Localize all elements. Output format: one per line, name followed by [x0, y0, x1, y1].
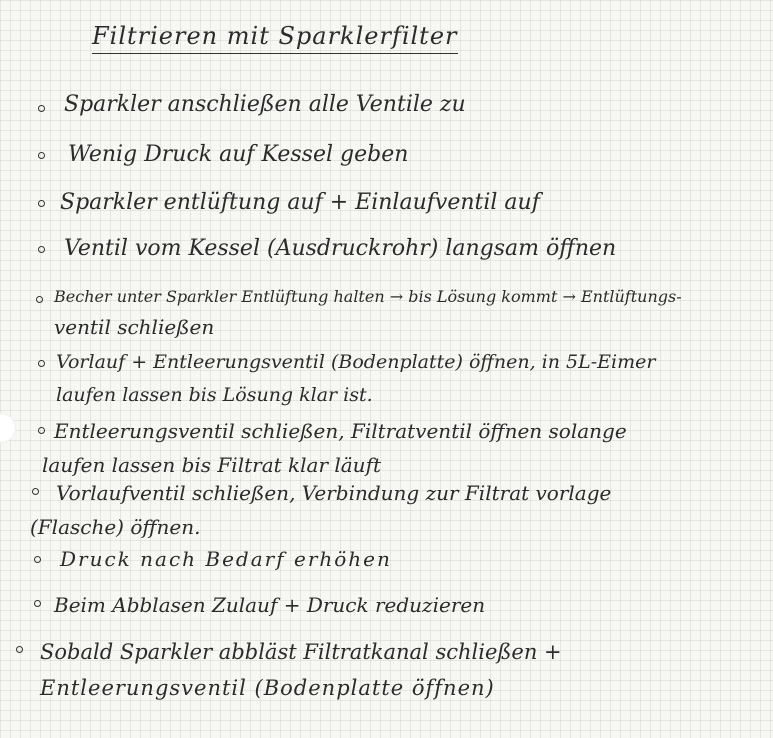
- page-title: Filtrieren mit Sparklerfilter: [92, 22, 458, 54]
- list-item: [56, 346, 655, 412]
- list-item: [68, 138, 408, 172]
- bullet-4: [38, 246, 45, 253]
- bullet-8: [32, 488, 39, 495]
- bullet-11: [16, 646, 23, 653]
- item-4-line-1: Ventil vom Kessel (Ausdruckrohr) langsam öffnen: [64, 236, 617, 261]
- item-9-line-1: Druck nach Bedarf erhöhen: [60, 547, 392, 571]
- item-11-line-2: Entleerungsventil (Bodenplatte öffnen): [40, 676, 495, 700]
- bullet-10: [34, 600, 41, 607]
- bullet-5: [36, 296, 43, 303]
- item-5-line-1: Becher unter Sparkler Entlüftung halten → bis Lösung kommt → Entlüftungs-: [54, 287, 682, 306]
- list-item: [42, 414, 627, 482]
- bullet-9: [34, 556, 41, 563]
- item-10-line-1: Beim Abblasen Zulauf + Druck reduzieren: [54, 593, 486, 617]
- list-item: [64, 232, 616, 266]
- bullet-6: [38, 360, 45, 367]
- bullet-1: [38, 105, 45, 112]
- bullet-7: [38, 427, 45, 434]
- item-8-line-1: Vorlaufventil schließen, Verbindung zur Filtrat vorlage: [56, 481, 612, 505]
- list-item: [60, 542, 392, 576]
- item-3-line-1: Sparkler entlüftung auf + Einlaufventil auf: [60, 190, 540, 215]
- item-6-line-2: laufen lassen bis Lösung klar ist.: [56, 384, 373, 406]
- list-item: [30, 476, 612, 544]
- item-1-line-1: Sparkler anschließen alle Ventile zu: [64, 92, 466, 117]
- list-item: [54, 588, 485, 622]
- item-11-line-1: Sobald Sparkler abbläst Filtratkanal schließen +: [40, 640, 562, 664]
- bullet-3: [38, 200, 45, 207]
- item-7-line-2: laufen lassen bis Filtrat klar läuft: [42, 453, 382, 477]
- list-item: [40, 634, 562, 706]
- item-6-line-1: Vorlauf + Entleerungsventil (Bodenplatte) öffnen, in 5L-Eimer: [56, 351, 656, 373]
- list-item: [60, 186, 540, 220]
- bullet-2: [38, 152, 45, 159]
- list-item: [64, 88, 466, 122]
- item-7-line-1: Entleerungsventil schließen, Filtratventil öffnen solange: [54, 419, 627, 443]
- item-8-line-2: (Flasche) öffnen.: [30, 515, 201, 539]
- list-item: [54, 282, 682, 342]
- item-2-line-1: Wenig Druck auf Kessel geben: [68, 142, 409, 167]
- punch-hole: [0, 413, 16, 443]
- item-5-line-2: ventil schließen: [54, 315, 215, 339]
